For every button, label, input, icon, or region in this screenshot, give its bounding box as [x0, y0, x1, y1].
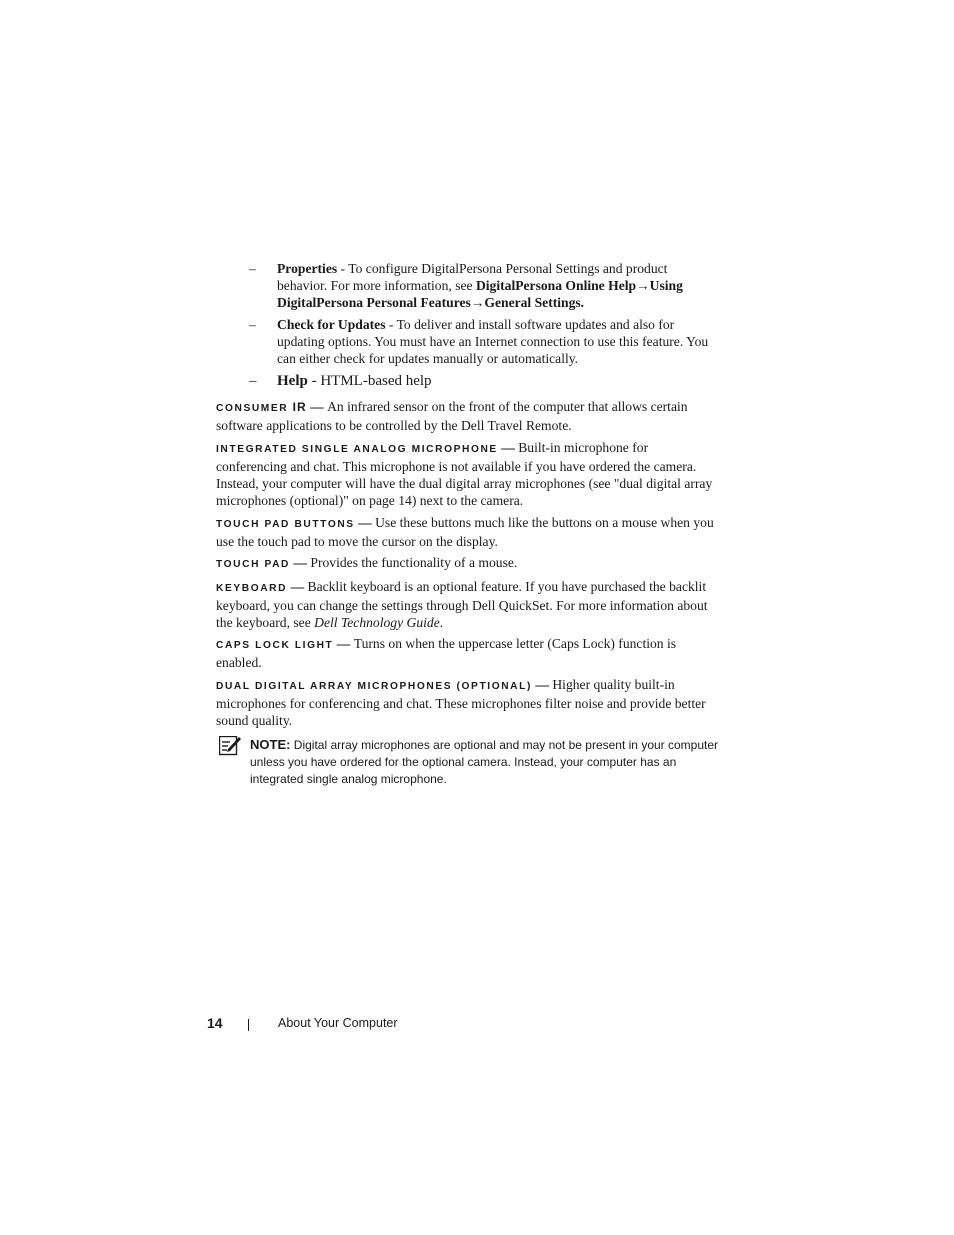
item-text: - HTML-based help [307, 373, 432, 389]
em-dash: — [333, 636, 354, 651]
item-label: Check for Updates [277, 317, 386, 332]
guide-reference: Dell Technology Guide [314, 615, 440, 630]
touch-pad-buttons-entry [216, 514, 716, 550]
list-dash: – [249, 261, 256, 276]
entry-text: Turns on when the uppercase letter (Caps Lock) function is enabled. [216, 636, 677, 670]
entry-term: TOUCH PAD [216, 559, 291, 570]
footer-divider [248, 1019, 249, 1031]
properties-item [249, 260, 719, 311]
integrated-microphone-entry [216, 439, 716, 509]
em-dash: — [531, 677, 553, 692]
entry-text: Built-in microphone for conferencing and chat. This microphone is not available if you have ordered the camera. Instead, your computer will have the dual digital array microphones (see "dual digital array microphones (optional)" on page 14) next to the camera. [216, 440, 713, 508]
item-reference: DigitalPersona Online Help→Using DigitalPersona Personal Features→General Settings. [277, 278, 683, 310]
list-dash: – [249, 373, 257, 389]
entry-text: Use these buttons much like the buttons on a mouse when you use the touch pad to move the cursor on the display. [216, 515, 714, 549]
keyboard-entry: KEYBOARD — Backlit keyboard is an optional feature. If you have purchased the backlit keyboard, you can change the settings through Dell QuickSet. For more information about the keyboard, see Dell Technology Guide. [216, 579, 708, 630]
note-pencil-icon [219, 736, 241, 756]
consumer-ir-entry [216, 398, 716, 434]
entry-term: INTEGRATED SINGLE ANALOG MICROPHONE [216, 444, 498, 455]
entry-text: Higher quality built-in microphones for conferencing and chat. These microphones filter noise and provide better sound quality. [216, 677, 706, 728]
entry-term: CAPS LOCK LIGHT [216, 640, 334, 651]
em-dash: — [287, 579, 308, 594]
em-dash: — [354, 515, 376, 530]
entry-text: Backlit keyboard is an optional feature. If you have purchased the backlit keyboard, you can change the settings through Dell QuickSet. For more information about the keyboard, see [216, 579, 708, 630]
note-body: Digital array microphones are optional and may not be present in your computer unless you have ordered for the optional camera. Instead, your computer has an integrated single analog microphone. [250, 738, 719, 786]
entry-term: DUAL DIGITAL ARRAY MICROPHONES (OPTIONAL) [216, 681, 532, 692]
entry-text: An infrared sensor on the front of the computer that allows certain software applications to be controlled by the Dell Travel Remote. [216, 399, 688, 433]
note-text [250, 736, 720, 788]
note-label: NOTE: [250, 737, 291, 752]
list-dash: – [249, 317, 256, 332]
em-dash: — [497, 440, 519, 455]
item-label: Properties [277, 261, 338, 276]
page-number: 14 [207, 1015, 223, 1031]
dual-array-microphones-entry [216, 676, 716, 729]
help-item [249, 373, 719, 390]
touch-pad-entry [216, 554, 716, 573]
check-for-updates-item [249, 316, 719, 367]
entry-term: TOUCH PAD BUTTONS [216, 519, 355, 530]
entry-term: CONSUMER IR [216, 400, 307, 414]
em-dash: — [290, 555, 311, 570]
item-text: - To configure DigitalPersona Personal Settings and product behavior. For more information, see [277, 261, 668, 293]
entry-term: KEYBOARD [216, 583, 288, 594]
item-label: Help [277, 373, 308, 389]
footer-title: About Your Computer [278, 1016, 398, 1030]
em-dash: — [306, 399, 328, 414]
caps-lock-light-entry [216, 635, 716, 671]
item-text: - To deliver and install software updates and also for updating options. You must have an Internet connection to use this feature. You can either check for updates manually or automatically. [277, 317, 709, 366]
entry-text: Provides the functionality of a mouse. [310, 555, 518, 570]
